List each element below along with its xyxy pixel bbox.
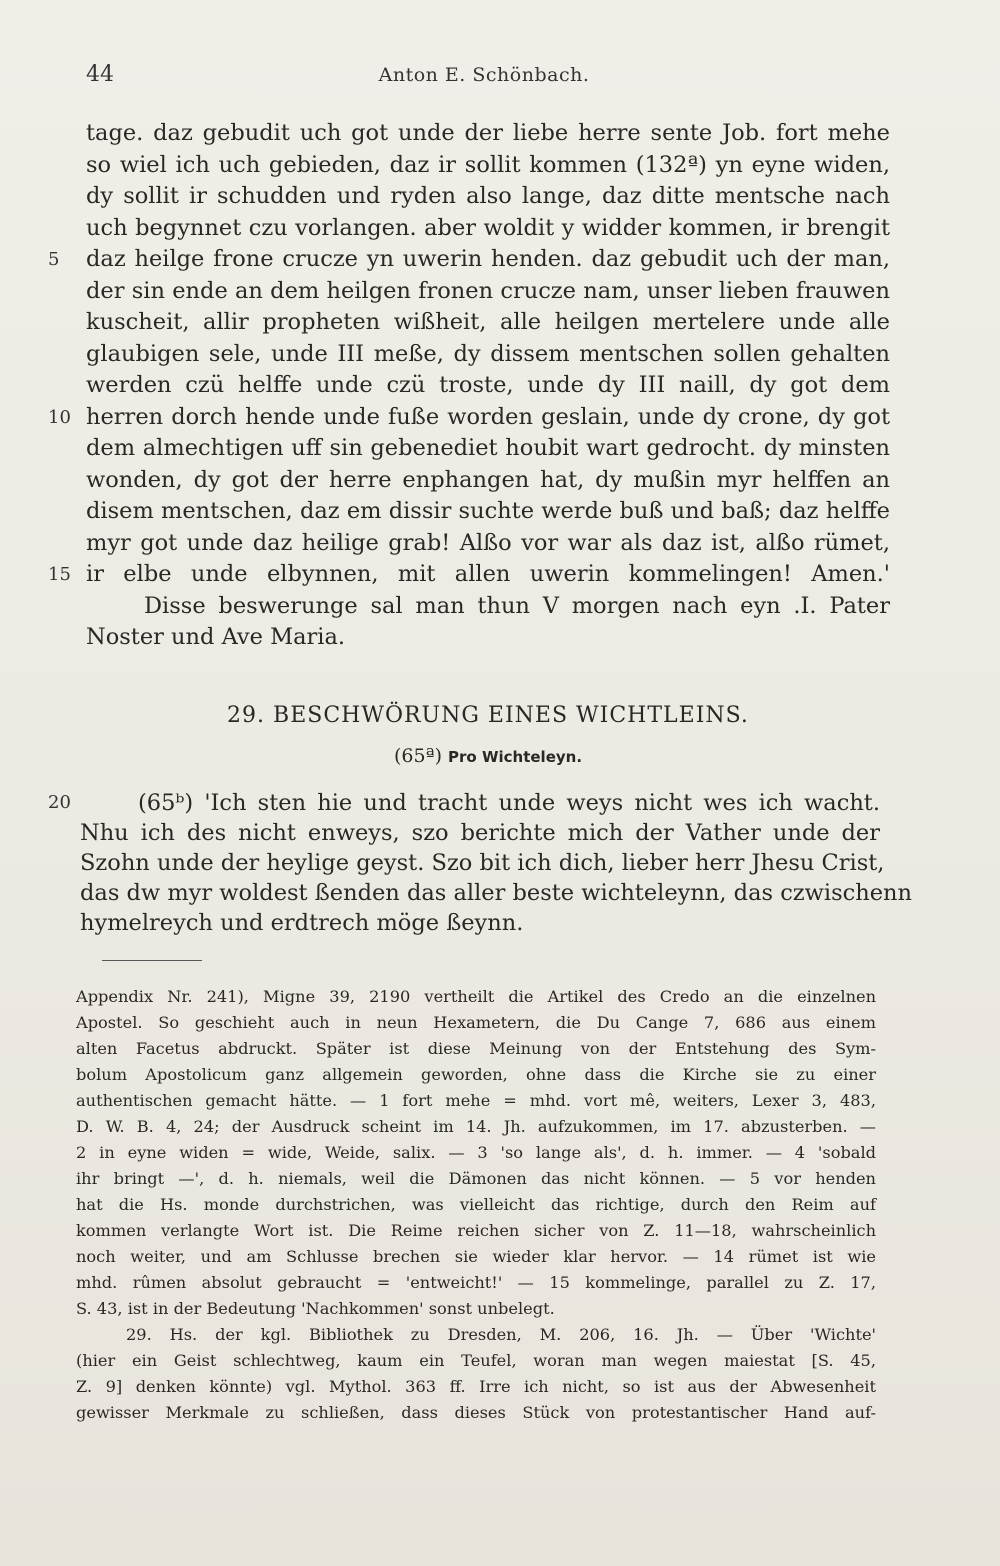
wichtlein-text xyxy=(48,788,913,938)
running-head: Anton E. Schönbach. xyxy=(378,64,590,86)
line-text: Appendix Nr. 241), Migne 39, 2190 vertheilt die Artikel des Credo an die einzelnen xyxy=(76,987,876,1006)
footnote-line xyxy=(76,1088,876,1114)
line-text: hat die Hs. monde durchstrichen, was vielleicht das richtige, durch den Reim auf xyxy=(76,1195,876,1214)
line-text: ir elbe unde elbynnen, mit allen uwerin kommelingen! Amen.' xyxy=(86,561,890,587)
text-line xyxy=(48,244,890,276)
text-line xyxy=(86,181,890,213)
text-line xyxy=(48,402,890,434)
text-line xyxy=(80,908,880,938)
page-header xyxy=(86,62,882,92)
section-heading xyxy=(86,700,890,770)
line-text: so wiel ich uch gebieden, daz ir sollit kommen (132ª) yn eyne widen, xyxy=(86,151,890,178)
text-line xyxy=(80,818,880,848)
line-text: werden czü helffe unde czü troste, unde dy III naill, dy got dem xyxy=(86,372,890,398)
text-line xyxy=(86,118,890,150)
footnote-line xyxy=(76,1218,876,1244)
subtitle-bold: Pro Wichteleyn. xyxy=(448,748,583,766)
line-text: daz heilge frone crucze yn uwerin henden. daz gebudit uch der man, xyxy=(86,246,890,272)
line-text: wonden, dy got der herre enphangen hat, dy mußin myr helffen an xyxy=(86,466,890,493)
line-text: der sin ende an dem heilgen fronen crucze nam, unser lieben frauwen xyxy=(86,277,890,304)
footnote-line xyxy=(76,1244,876,1270)
footnotes xyxy=(76,984,876,1426)
line-text: Apostel. So geschieht auch in neun Hexametern, die Du Cange 7, 686 aus einem xyxy=(76,1013,876,1032)
line-text: kuscheit, allir propheten wißheit, alle heilgen mertelere unde alle xyxy=(86,309,890,335)
text-line xyxy=(86,213,890,245)
footnote-line xyxy=(76,1062,876,1088)
line-text: myr got unde daz heilige grab! Alßo vor war als daz ist, alßo rümet, xyxy=(86,529,890,556)
line-text: Noster und Ave Maria. xyxy=(86,624,346,650)
footnote-line xyxy=(76,1166,876,1192)
line-text: (65ᵇ) 'Ich sten hie und tracht unde weys nicht wes ich wacht. xyxy=(138,790,880,816)
line-text: glaubigen sele, unde III meße, dy dissem mentschen sollen gehalten xyxy=(86,340,890,367)
text-line xyxy=(86,339,890,371)
line-number: 20 xyxy=(48,792,71,813)
line-text: kommen verlangte Wort ist. Die Reime reichen sicher von Z. 11—18, wahrscheinlich xyxy=(76,1221,876,1240)
text-line xyxy=(86,433,890,465)
page-number: 44 xyxy=(86,62,114,87)
footnote-line xyxy=(76,1270,876,1296)
section-subtitle xyxy=(86,742,890,770)
line-text: 29. Hs. der kgl. Bibliothek zu Dresden, M. 206, 16. Jh. — Über 'Wichte' xyxy=(126,1325,876,1344)
line-text: tage. daz gebudit uch got unde der liebe herre sente Job. fort mehe xyxy=(86,120,890,146)
line-text: Szohn unde der heylige geyst. Szo bit ich dich, lieber herr Jhesu Crist, xyxy=(80,850,885,876)
text-line xyxy=(86,150,890,182)
footnote-line xyxy=(76,1140,876,1166)
footnote-line xyxy=(76,1114,876,1140)
text-line xyxy=(86,370,890,402)
line-text: bolum Apostolicum ganz allgemein geworden, ohne dass die Kirche sie zu einer xyxy=(76,1065,876,1084)
line-text: (hier ein Geist schlechtweg, kaum ein Teufel, woran man wegen maiestat [S. 45, xyxy=(76,1351,876,1370)
line-text: authentischen gemacht hätte. — 1 fort mehe = mhd. vort mê, weiters, Lexer 3, 483, xyxy=(76,1091,876,1110)
line-text: mhd. rûmen absolut gebraucht = 'entweicht!' — 15 kommelinge, parallel zu Z. 17, xyxy=(76,1273,876,1292)
line-text: D. W. B. 4, 24; der Ausdruck scheint im 14. Jh. aufzukommen, im 17. abzusterben. — xyxy=(76,1117,876,1136)
footnote-line xyxy=(76,1036,876,1062)
line-text: noch weiter, und am Schlusse brechen sie wieder klar hervor. — 14 rümet ist wie xyxy=(76,1247,876,1266)
footnote-rule xyxy=(102,960,202,961)
footnote-line xyxy=(76,1400,876,1426)
line-text: disem mentschen, daz em dissir suchte werde buß und baß; daz helffe xyxy=(86,498,890,524)
line-text: herren dorch hende unde fuße worden geslain, unde dy crone, dy got xyxy=(86,403,890,430)
line-text: alten Facetus abdruckt. Später ist diese Meinung von der Entstehung des Sym- xyxy=(76,1039,876,1058)
text-line xyxy=(86,528,890,560)
line-text: Z. 9] denken könnte) vgl. Mythol. 363 ff. Irre ich nicht, so ist aus der Abwesenheit xyxy=(76,1377,876,1396)
line-text: Disse beswerunge sal man thun V morgen nach eyn .I. Pater xyxy=(144,592,890,619)
text-line xyxy=(48,788,880,818)
line-text: uch begynnet czu vorlangen. aber woldit y widder kommen, ir brengit xyxy=(86,214,890,241)
line-text: Nhu ich des nicht enweys, szo berichte mich der Vather unde der xyxy=(80,820,880,846)
line-number: 5 xyxy=(48,249,60,270)
line-number: 10 xyxy=(48,406,71,428)
subtitle-reference: (65ª) xyxy=(393,745,442,767)
text-line xyxy=(48,559,890,591)
footnote-line xyxy=(76,1374,876,1400)
section-title: 29. BESCHWÖRUNG EINES WICHTLEINS. xyxy=(227,703,749,728)
text-line xyxy=(80,878,913,908)
footnote-line xyxy=(76,1348,876,1374)
footnote-line xyxy=(76,1192,876,1218)
text-line xyxy=(86,622,890,654)
text-line xyxy=(86,276,890,308)
line-text: das dw myr woldest ßenden das aller beste wichteleynn, das czwischenn xyxy=(80,880,913,906)
text-line xyxy=(86,496,890,528)
line-text: dem almechtigen uff sin gebenediet houbit wart gedrocht. dy minsten xyxy=(86,435,890,461)
footnote-line xyxy=(76,984,876,1010)
footnote-line xyxy=(76,1296,876,1322)
line-text: 2 in eyne widen = wide, Weide, salix. — 3 'so lange als', d. h. immer. — 4 'sobald xyxy=(76,1143,876,1162)
line-number: 15 xyxy=(48,564,71,585)
text-line xyxy=(80,848,885,878)
line-text: gewisser Merkmale zu schließen, dass dieses Stück von protestantischer Hand auf- xyxy=(76,1403,876,1422)
incantation-text xyxy=(48,118,890,654)
text-line xyxy=(86,465,890,497)
line-text: ihr bringt —', d. h. niemals, weil die Dämonen das nicht können. — 5 vor henden xyxy=(76,1169,876,1188)
footnote-line xyxy=(76,1010,876,1036)
text-line xyxy=(86,307,890,339)
line-text: dy sollit ir schudden und ryden also lange, daz ditte mentsche nach xyxy=(86,183,890,209)
line-text: hymelreych und erdtrech möge ßeynn. xyxy=(80,910,524,936)
text-line xyxy=(86,591,890,623)
line-text: S. 43, ist in der Bedeutung 'Nachkommen' sonst unbelegt. xyxy=(76,1299,555,1318)
footnote-line xyxy=(76,1322,876,1348)
